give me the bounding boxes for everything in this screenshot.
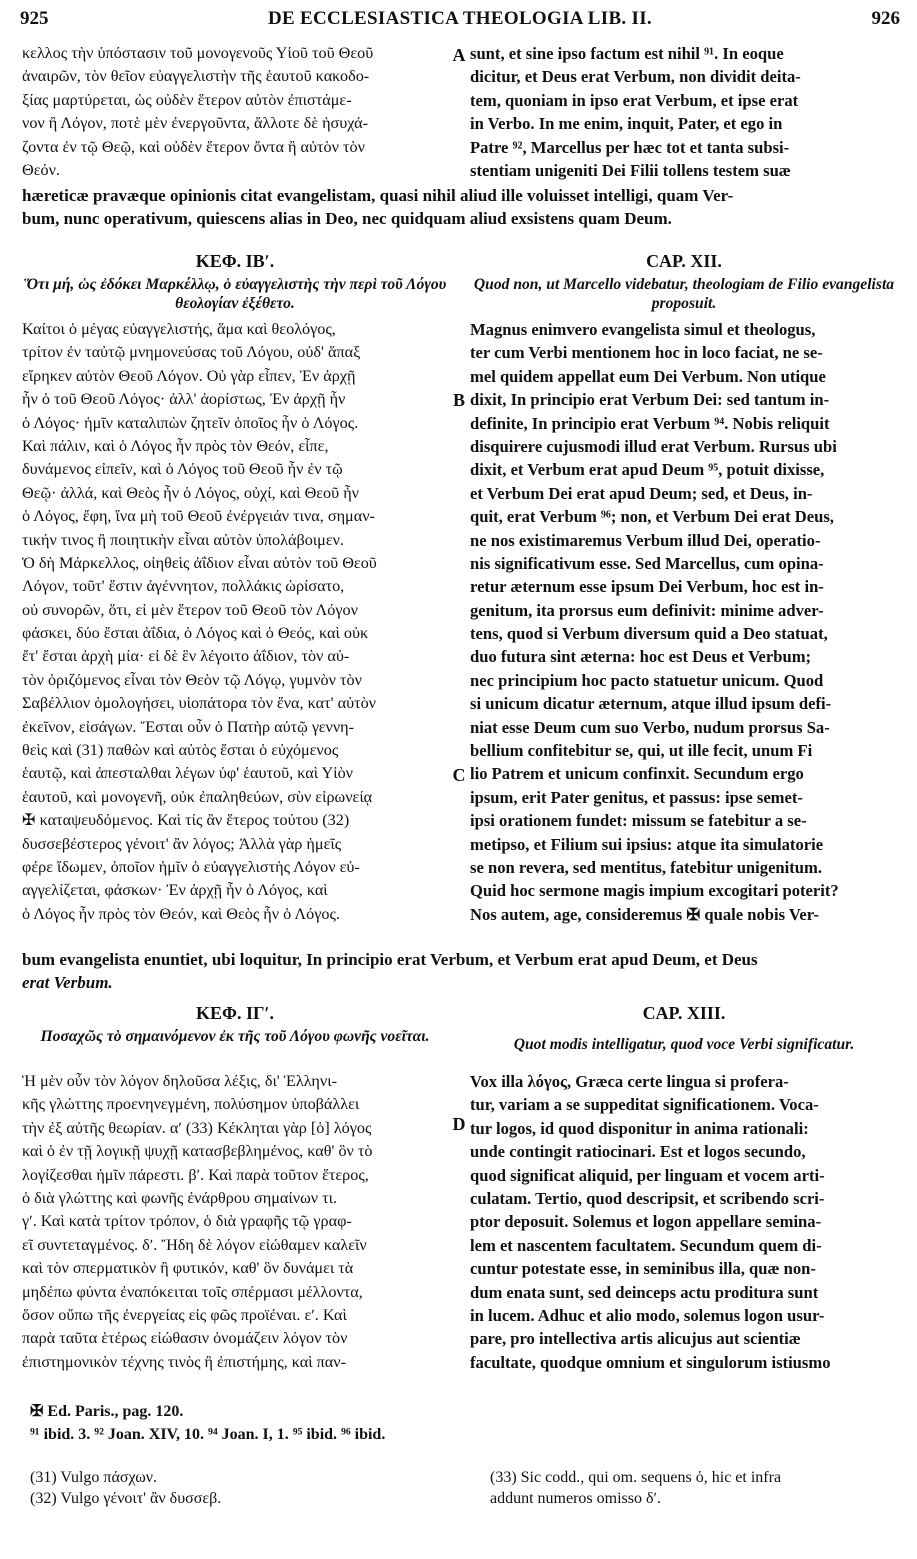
greek-line: ξίας μαρτύρεται, ὡς οὐδὲν ἕτερον αὐτὸν ἐπιστάμε- bbox=[22, 90, 352, 109]
latin-line: si unicum dicatur æternum, atque illud ipsum defi- bbox=[470, 694, 832, 714]
latin-chapter-subtitle-12: Quod non, ut Marcello videbatur, theologiam de Filio evangelista proposuit. bbox=[473, 276, 895, 312]
latin-line: se non revera, sed mentitus, fatebitur unigenitum. bbox=[470, 857, 823, 877]
latin-line: et Verbum Dei erat apud Deum; sed, et Deus, in- bbox=[470, 483, 813, 503]
greek-line: ἐκεῖνον, εἰσάγων. Ἔσται οὖν ὁ Πατὴρ αὐτῷ γεννη- bbox=[22, 717, 355, 736]
greek-line: νον ἢ Λόγον, ποτὲ μὲν ἐνεργοῦντα, ἄλλοτε δὲ ἡσυχά- bbox=[22, 114, 368, 133]
greek-line: κῆς γλώττης προενηνεγμένη, πολύσημον ὑποβάλλει bbox=[22, 1095, 360, 1114]
greek-line: ✠ καταψευδόμενος. Καὶ τίς ἂν ἕτερος τούτου (32) bbox=[22, 811, 350, 830]
greek-line: καὶ ὁ ἐν τῇ λογικῇ ψυχῇ κατασβεβλημένος, καθ' ὃν τὸ bbox=[22, 1142, 373, 1161]
greek-chapter-subtitle-13: Ποσαχῶς τὸ σημαινόμενον ἐκ τῆς τοῦ Λόγου φωνῆς νοεῖται. bbox=[40, 1028, 430, 1045]
greek-line: ἑαυτοῦ, καὶ μονογενῆ, οὐκ ἐπαληθεύων, σὺν εἰρωνείᾳ bbox=[22, 787, 373, 806]
latin-line: definite, In principio erat Verbum ⁹⁴. Nobis reliquit bbox=[470, 413, 830, 433]
running-title: DE ECCLESIASTICA THEOLOGIA LIB. II. bbox=[268, 8, 652, 29]
latin-line: in lucem. Adhuc et alio modo, solemus logon usur- bbox=[470, 1305, 825, 1325]
greek-line: ὁ διὰ γλώττης καὶ φωνῆς ἐνάρθρου σημαίνων τι. bbox=[22, 1188, 337, 1207]
greek-line: καὶ τὸν σπερματικὸν ἢ φυτικόν, καθ' ὃν δυνάμει τὰ bbox=[22, 1259, 354, 1278]
greek-line: Σαβέλλιον ὁμολογήσει, υἱοπάτορα τὸν ἕνα, κατ' αὐτὸν bbox=[22, 694, 377, 713]
greek-column-top bbox=[22, 42, 448, 182]
page-header bbox=[20, 8, 900, 34]
latin-line: Patre ⁹², Marcellus per hæc tot et tanta subsi- bbox=[470, 137, 790, 157]
margin-marker-d: D bbox=[452, 1114, 466, 1134]
latin-line: cuntur potestate esse, in seminibus illa, quæ non- bbox=[470, 1259, 816, 1279]
latin-line: lem et nascentem facultatem. Secundum quem di- bbox=[470, 1235, 822, 1255]
latin-line: retur æternum esse ipsum Dei Verbum, hoc est in- bbox=[470, 577, 824, 597]
greek-line: λογίζεσθαι ἡμῖν πάρεστι. βʹ. Καὶ παρὰ τοῦτον ἕτερος, bbox=[22, 1165, 369, 1184]
greek-column-chapter-13 bbox=[22, 1070, 448, 1374]
latin-column-chapter-13 bbox=[470, 1070, 898, 1374]
latin-line: ne nos existimaremus Verbum illud Dei, operatio- bbox=[470, 530, 821, 550]
greek-line: Θεῷ· ἀλλά, καὶ Θεὸς ἦν ὁ Λόγος, οὐχί, καὶ Θεοῦ ἦν bbox=[22, 483, 359, 502]
latin-line: ipsi orationem fundet: missum se fatebitur a se- bbox=[470, 811, 807, 831]
textual-note: (33) Sic codd., qui om. sequens ὁ, hic et infra bbox=[490, 1469, 782, 1486]
greek-line: φάσκει, δύο ἔσται ἀΐδια, ὁ Λόγος καὶ ὁ Θεός, καὶ οὐκ bbox=[22, 624, 369, 643]
greek-line: Ἡ μὲν οὖν τὸν λόγον δηλοῦσα λέξις, δι' Ἑλληνι- bbox=[22, 1072, 337, 1090]
full-width-paragraph-2 bbox=[22, 948, 898, 995]
latin-line: stentiam unigeniti Dei Filii tollens testem suæ bbox=[470, 160, 791, 180]
full-width-line: hæreticæ pravæque opinionis citat evangelistam, quasi nihil aliud ille voluisset intelligi, quam Ver- bbox=[22, 186, 734, 205]
greek-line: τικήν τινος ἢ ποιητικὴν εἶναι αὐτὸν ὑπολάβοιμεν. bbox=[22, 530, 344, 549]
latin-line: niat esse Deum cum suo Verbo, nudum prorsus Sa- bbox=[470, 717, 830, 737]
full-width-line: bum evangelista enuntiet, ubi loquitur, In principio erat Verbum, et Verbum erat apud Deum, et Deus bbox=[22, 950, 758, 969]
greek-line: ἦν ὁ τοῦ Θεοῦ Λόγος· ἀλλ' ἀορίστως, Ἐν ἀρχῇ ἦν bbox=[22, 390, 346, 409]
latin-line: quit, erat Verbum ⁹⁶; non, et Verbum Dei erat Deus, bbox=[470, 507, 834, 527]
latin-line: tem, quoniam in ipso erat Verbum, et ipse erat bbox=[470, 90, 799, 110]
margin-marker-c: C bbox=[452, 765, 466, 785]
greek-line: ζοντα ἐν τῷ Θεῷ, καὶ οὐδὲν ἕτερον ὄντα ἢ αὐτὸν τὸν bbox=[22, 137, 365, 156]
textual-notes-right bbox=[490, 1467, 900, 1509]
latin-line: facultate, quodque omnium et singulorum istiusmo bbox=[470, 1352, 831, 1372]
latin-line: bellium confitebitur se, qui, ut ille fecit, unum Fi bbox=[470, 741, 813, 761]
latin-chapter-title-12: CAP. XII. bbox=[646, 251, 722, 271]
latin-line: tur logos, id quod disponitur in anima rationali: bbox=[470, 1118, 809, 1138]
greek-line: θεὶς καὶ (31) παθὼν καὶ αὐτὸς ἔσται ὁ εὐχόμενος bbox=[22, 741, 339, 760]
latin-line: ptor deposuit. Solemus et logon appellare semina- bbox=[470, 1212, 822, 1232]
latin-line: culatam. Tertio, quod descripsit, et scribendo scri- bbox=[470, 1188, 825, 1208]
greek-column-chapter-12 bbox=[22, 318, 448, 926]
page-number-left: 925 bbox=[20, 8, 49, 29]
latin-line: dixit, In principio erat Verbum Dei: sed tantum in- bbox=[470, 390, 830, 410]
latin-line: Quid hoc sermone magis impium excogitari poterit? bbox=[470, 881, 839, 901]
textual-note: (32) Vulgo γένοιτ' ἂν δυσσεβ. bbox=[30, 1490, 222, 1507]
greek-line: αγγελίζεται, φάσκων· Ἐν ἀρχῇ ἦν ὁ Λόγος, καὶ bbox=[22, 881, 328, 900]
latin-line: ipsum, erit Pater genitus, et passus: ipse semet- bbox=[470, 787, 803, 807]
latin-line: genitum, ita prorsus eum definivit: minime adver- bbox=[470, 600, 824, 620]
textual-note: addunt numeros omisso δʹ. bbox=[490, 1490, 662, 1507]
footnotes-references bbox=[30, 1400, 890, 1446]
greek-line: ἐπιστημονικὸν τέχνης τινὸς ἢ ἐπιστήμης, καὶ παν- bbox=[22, 1352, 346, 1371]
latin-line: metipso, et Filium sui ipsius: atque ita simulatorie bbox=[470, 834, 824, 854]
greek-line: Ὁ δὴ Μάρκελλος, οἰηθεὶς ἀΐδιον εἶναι αὐτὸν τοῦ Θεοῦ bbox=[22, 553, 377, 572]
greek-line: ὅσον οὔπω τῆς ἐνεργείας εἰς φῶς προϊέναι. εʹ. Καὶ bbox=[22, 1305, 347, 1324]
greek-line: ἀναιρῶν, τὸν θεῖον εὐαγγελιστὴν τῆς ἑαυτοῦ κακοδο- bbox=[22, 67, 370, 86]
full-width-line: erat Verbum. bbox=[22, 973, 113, 993]
latin-line: sunt, et sine ipso factum est nihil ⁹¹. In eoque bbox=[470, 44, 784, 63]
greek-line: ὁ Λόγος, ἔφη, ἵνα μὴ τοῦ Θεοῦ ἐνέργειάν τινα, σημαν- bbox=[22, 507, 375, 526]
greek-line: ὁ Λόγος· ἡμῖν καταλιπὼν ζητεῖν ὁποῖος ἦν ὁ Λόγος. bbox=[22, 413, 359, 432]
greek-line: εἴρηκεν αὐτὸν Θεοῦ Λόγον. Οὐ γὰρ εἶπεν, Ἐν ἀρχῇ bbox=[22, 366, 356, 385]
latin-line: disquirere cujusmodi illud erat Verbum. Rursus ubi bbox=[470, 436, 837, 456]
latin-line: Magnus enimvero evangelista simul et theologus, bbox=[470, 320, 816, 339]
greek-line: μηδέπω φύντα ἐναπόκειται τοῖς σπέρμασι μέλλοντα, bbox=[22, 1282, 363, 1301]
full-width-paragraph-1 bbox=[22, 184, 898, 231]
latin-chapter-subtitle-13: Quot modis intelligatur, quod voce Verbi significatur. bbox=[513, 1036, 855, 1053]
latin-line: Vox illa λόγος, Græca certe lingua si profera- bbox=[470, 1072, 789, 1091]
greek-line: δυνάμενος εἰπεῖν, καὶ ὁ Λόγος τοῦ Θεοῦ ἦν ἐν τῷ bbox=[22, 460, 343, 479]
latin-line: nec principium hoc pacto statuetur unicum. Quod bbox=[470, 670, 824, 690]
latin-line: dixit, et Verbum erat apud Deum ⁹⁵, potuit dixisse, bbox=[470, 460, 825, 480]
greek-line: τρίτον ἐν ταὐτῷ μνημονεύσας τοῦ Λόγου, οὐδ' ἅπαξ bbox=[22, 343, 361, 362]
latin-line: lio Patrem et unicum confinxit. Secundum ergo bbox=[470, 764, 804, 784]
latin-line: ter cum Verbi mentionem hoc in loco faciat, ne se- bbox=[470, 343, 823, 363]
latin-chapter-title-13: CAP. XIII. bbox=[642, 1003, 726, 1023]
latin-line: pare, pro intellectiva artis alicujus aut scientiæ bbox=[470, 1329, 801, 1349]
textual-notes-left bbox=[30, 1467, 450, 1509]
latin-column-chapter-12 bbox=[470, 318, 898, 926]
greek-line: ἔτ' ἔσται ἀρχὴ μία· εἰ δὲ ἓν λέγοιτο ἀΐδιον, τὸν αὐ- bbox=[22, 647, 350, 666]
latin-line: dicitur, et Deus erat Verbum, non dividit deita- bbox=[470, 67, 801, 87]
greek-line: ὁ Λόγος ἦν πρὸς τὸν Θεόν, καὶ Θεὸς ἦν ὁ Λόγος. bbox=[22, 904, 340, 923]
greek-line: Καὶ πάλιν, καὶ ὁ Λόγος ἦν πρὸς τὸν Θεόν, εἶπε, bbox=[22, 436, 329, 455]
greek-line: φέρε ἴδωμεν, ὁποῖον ἡμῖν ὁ εὐαγγελιστὴς Λόγον εὐ- bbox=[22, 857, 360, 876]
greek-line: Λόγον, τοῦτ' ἔστιν ἀγέννητον, πολλάκις ὡρίσατο, bbox=[22, 577, 345, 596]
latin-line: in Verbo. In me enim, inquit, Pater, et ego in bbox=[470, 114, 783, 134]
full-width-line: bum, nunc operativum, quiescens alias in Deo, nec quidquam aliud exsistens quam Deum. bbox=[22, 209, 672, 229]
greek-line: οὐ συνορῶν, ὅτι, εἰ μὲν ἕτερον τοῦ Θεοῦ τὸν Λόγον bbox=[22, 600, 358, 619]
latin-line: unde contingit ratiocinari. Est et logos secundo, bbox=[470, 1142, 806, 1162]
margin-marker-b: B bbox=[452, 390, 465, 410]
greek-chapter-subtitle-12: Ὅτι μή, ὡς ἐδόκει Μαρκέλλῳ, ὁ εὐαγγελιστὴς τὴν περὶ τοῦ Λόγου θεολογίαν ἐξέθετο. bbox=[23, 276, 447, 312]
greek-line: κελλος τὴν ὑπόστασιν τοῦ μονογενοῦς Υἱοῦ τοῦ Θεοῦ bbox=[22, 44, 374, 62]
greek-line: εῖ συντεταγμένος. δʹ. Ἤδη δὲ λόγον εἰώθαμεν καλεῖν bbox=[22, 1235, 367, 1254]
textual-note: (31) Vulgo πάσχων. bbox=[30, 1469, 158, 1486]
latin-column-top bbox=[470, 42, 898, 182]
latin-line: nis significativum esse. Sed Marcellus, cum opina- bbox=[470, 553, 824, 573]
greek-line: τὸν ὁριζόμενος εἶναι τὸν Θεὸν τῷ Λόγῳ, γυμνὸν τὸν bbox=[22, 670, 362, 689]
greek-chapter-title-12: ΚΕΦ. ΙΒʹ. bbox=[195, 251, 275, 271]
greek-line: παρὰ ταῦτα ἑτέρως εἰώθασιν ὀνομάζειν λόγον τὸν bbox=[22, 1329, 348, 1348]
page-number-right: 926 bbox=[871, 8, 900, 29]
greek-line: Θεόν. bbox=[22, 160, 60, 179]
latin-line: tens, quod si Verbum diversum quid a Deo statuat, bbox=[470, 624, 828, 644]
latin-line: Nos autem, age, consideremus ✠ quale nobis Ver- bbox=[470, 904, 820, 924]
greek-chapter-title-13: ΚΕΦ. ΙΓʹ. bbox=[196, 1003, 274, 1023]
latin-line: quod significat aliquid, per linguam et vocem arti- bbox=[470, 1165, 825, 1185]
greek-line: δυσσεβέστερος γένοιτ' ἂν λόγος; Ἀλλὰ γὰρ ἡμεῖς bbox=[22, 834, 342, 853]
greek-line: ἑαυτῷ, καὶ ἀπεσταλθαι λέγων ὑφ' ἑαυτοῦ, καὶ Υἱὸν bbox=[22, 764, 353, 783]
greek-line: Καίτοι ὁ μέγας εὐαγγελιστής, ἅμα καὶ θεολόγος, bbox=[22, 320, 336, 338]
latin-line: duo futura sint æterna: hoc est Deus et Verbum; bbox=[470, 647, 812, 667]
greek-line: γʹ. Καὶ κατὰ τρίτον τρόπον, ὁ διὰ γραφῆς τῷ γραφ- bbox=[22, 1212, 352, 1231]
greek-line: τὴν ἐξ αὐτῆς θεωρίαν. αʹ (33) Κέκληται γὰρ [ὁ] λόγος bbox=[22, 1118, 372, 1137]
margin-marker-a: A bbox=[452, 45, 466, 65]
latin-line: tur, variam a se suppeditat significationem. Voca- bbox=[470, 1095, 819, 1115]
latin-line: dum enata sunt, sed deinceps actu proditura sunt bbox=[470, 1282, 819, 1302]
latin-line: mel quidem appellat eum Dei Verbum. Non utique bbox=[470, 366, 826, 386]
scripture-references: ⁹¹ ibid. 3. ⁹² Joan. XIV, 10. ⁹⁴ Joan. I, 1. ⁹⁵ ibid. ⁹⁶ ibid. bbox=[30, 1426, 386, 1443]
edition-note: ✠ Ed. Paris., pag. 120. bbox=[30, 1403, 184, 1420]
